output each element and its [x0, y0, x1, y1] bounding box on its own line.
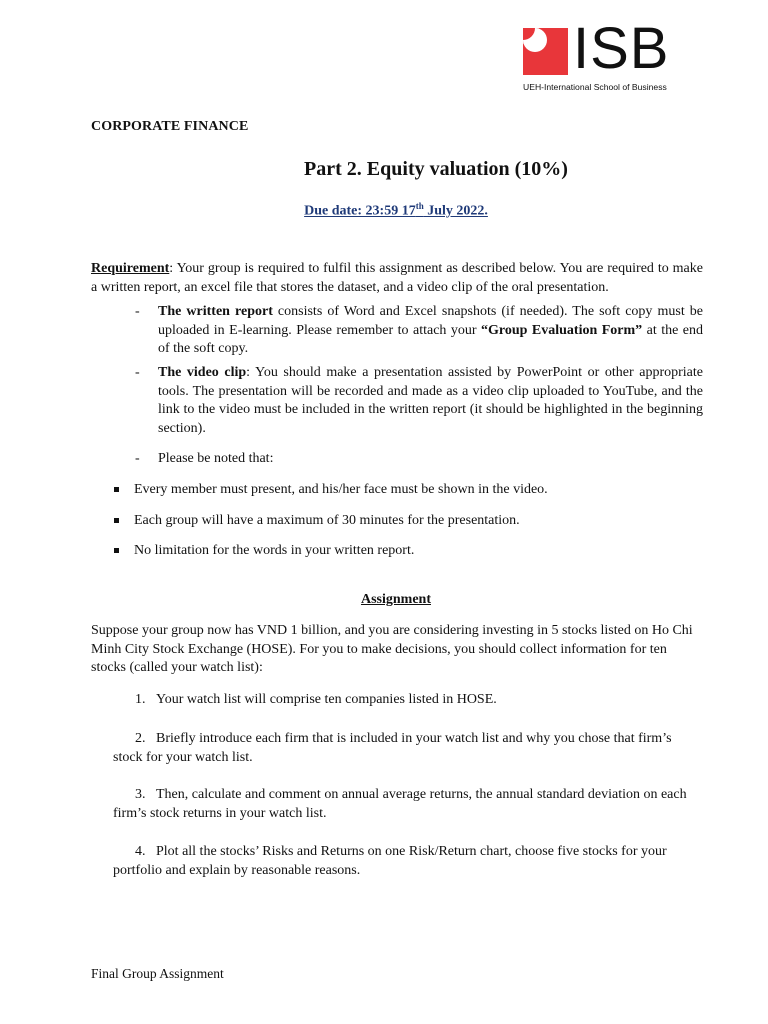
dash-item-text: consists of Word and Excel snapshots (if needed). The soft copy must be uploaded in E-learning. Please remember to attach your	[158, 304, 703, 338]
assignment-intro: Suppose your group now has VND 1 billion, and you are considering investing in 5 stocks listed on Ho Chi Minh City Stock Exchange (HOSE). For you to make decisions, you should collect information for ten stocks (called your watch list):	[91, 623, 693, 676]
dash-item: - The video clip: You should make a presentation assisted by PowerPoint or other appropriate tools. The presentation will be recorded and made as a video clip uploaded to YouTube, and the link to the video must be included in the written report (it should be highlighted in the beginning section).	[135, 365, 703, 437]
numbered-item-num: 3.	[135, 787, 146, 802]
bullet-icon	[114, 518, 119, 523]
due-date-sup: th	[415, 201, 424, 211]
numbered-item-text: Plot all the stocks’ Risks and Returns on one Risk/Return chart, choose five stocks for your portfolio and explain by reasonable reasons.	[113, 844, 667, 878]
dash-item-text: : You should make a presentation assisted by PowerPoint or other appropriate tools. The presentation will be recorded and made as a video clip uploaded to YouTube, and the link to the video must be included in the written report (it should be highlighted in the beginning section).	[158, 365, 703, 437]
numbered-item	[91, 786, 703, 823]
logo-text: ISB	[573, 16, 670, 81]
page-title: Part 2. Equity valuation (10%)	[304, 158, 568, 180]
dash-item: - Please be noted that:	[135, 451, 274, 466]
dash-item-bold2: “Group Evaluation Form”	[481, 322, 643, 338]
due-date-prefix: Due date: 23:59 17	[304, 203, 416, 219]
dash-item: - The written report consists of Word and Excel snapshots (if needed). The soft copy must be uploaded in E-learning. Please remember to attach your “Group Evaluation Form” at the end of the soft copy.	[135, 304, 703, 357]
numbered-item-num: 1.	[135, 692, 146, 707]
due-date	[0, 201, 768, 220]
due-date-suffix: July 2022.	[423, 203, 488, 219]
bullet-icon	[114, 487, 119, 492]
bullet-icon	[114, 548, 119, 553]
bullet-text: No limitation for the words in your written report.	[134, 543, 415, 558]
dash-item-bold: The video clip	[158, 365, 247, 380]
numbered-item-num: 4.	[135, 844, 146, 859]
numbered-item	[91, 691, 703, 710]
dash-item-text2: at the end of the soft copy.	[158, 322, 703, 357]
requirement-label: Requirement	[91, 261, 170, 276]
bullet-text: Every member must present, and his/her face must be shown in the video.	[134, 482, 548, 497]
numbered-item-num: 2.	[135, 731, 146, 746]
page-footer: Final Group Assignment	[91, 966, 224, 981]
numbered-item-text: Then, calculate and comment on annual average returns, the annual standard deviation on each firm’s stock returns in your watch list.	[113, 787, 687, 821]
assignment-heading: Assignment	[360, 592, 431, 607]
numbered-item-text: Briefly introduce each firm that is included in your watch list and why you chose that firm’s stock for your watch list.	[113, 731, 672, 765]
numbered-item-text: Your watch list will comprise ten companies listed in HOSE.	[156, 692, 497, 707]
dash-item-bold: The written report	[158, 304, 273, 319]
numbered-item	[91, 843, 703, 880]
isb-logo	[523, 16, 683, 92]
logo-subtitle: UEH-International School of Business	[523, 82, 667, 92]
numbered-item	[91, 730, 703, 767]
course-title: CORPORATE FINANCE	[91, 119, 249, 134]
requirement-text: : Your group is required to fulfil this assignment as described below. You are required to make a written report, an excel file that stores the dataset, and a video clip of the oral presentation.	[91, 261, 703, 295]
logo-mark-icon	[523, 26, 569, 76]
requirement-paragraph	[91, 260, 703, 297]
bullet-text: Each group will have a maximum of 30 minutes for the presentation.	[134, 513, 520, 528]
dash-item-text: Please be noted that:	[158, 451, 274, 466]
